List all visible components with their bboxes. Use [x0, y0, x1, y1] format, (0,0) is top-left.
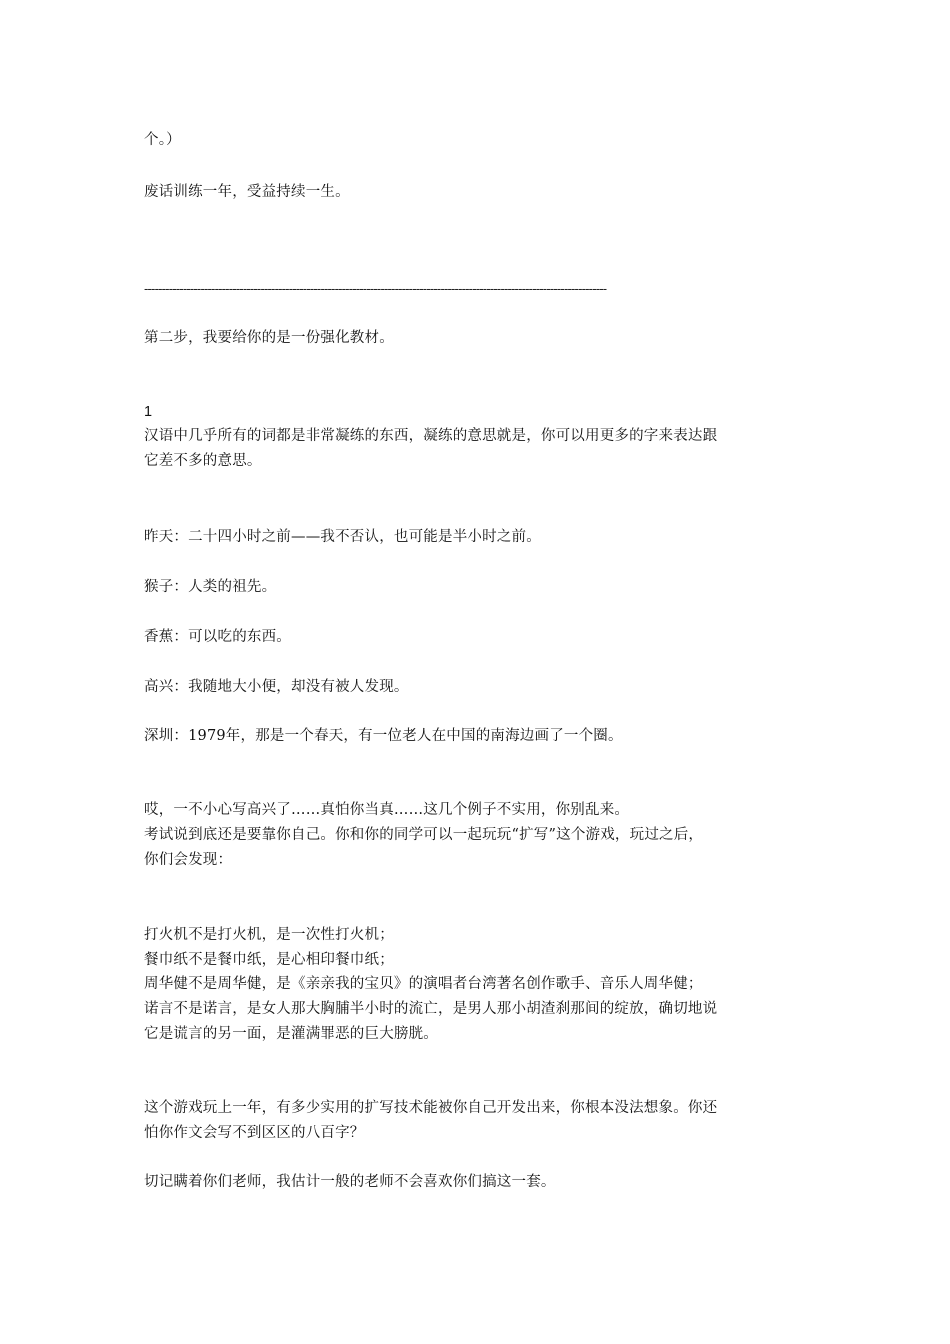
text-line: 餐巾纸不是餐巾纸，是心相印餐巾纸；: [144, 952, 394, 968]
text-line: 怕你作文会写不到区区的八百字？: [144, 1125, 365, 1141]
text-line: 诺言不是诺言，是女人那大胸脯半小时的流亡，是男人那小胡渣刹那间的绽放，确切地说: [144, 1001, 718, 1017]
text-line: 打火机不是打火机，是一次性打火机；: [144, 927, 394, 943]
text-line: 它差不多的意思。: [144, 453, 262, 469]
text-line: 昨天：二十四小时之前——我不否认，也可能是半小时之前。: [144, 529, 541, 545]
text-line: 考试说到底还是要靠你自己。你和你的同学可以一起玩玩“扩写”这个游戏，玩过之后，: [144, 827, 704, 843]
text-line: 香蕉：可以吃的东西。: [144, 629, 291, 645]
text-line: 高兴：我随地大小便，却没有被人发现。: [144, 679, 409, 695]
text-line: 周华健不是周华健，是《亲亲我的宝贝》的演唱者台湾著名创作歌手、音乐人周华健；: [144, 976, 703, 992]
text-line: 猴子：人类的祖先。: [144, 579, 277, 595]
text-line: 深圳：1979年，那是一个春天，有一位老人在中国的南海边画了一个圈。: [144, 728, 623, 744]
divider-line: -----------------------------------------------------------------------------------------------------------------------------------: [144, 281, 607, 296]
text-line: 你们会发现：: [144, 852, 233, 868]
text-line: 切记瞒着你们老师，我估计一般的老师不会喜欢你们搞这一套。: [144, 1174, 556, 1190]
section-number: 1: [144, 404, 153, 420]
text-line: 汉语中几乎所有的词都是非常凝练的东西，凝练的意思就是，你可以用更多的字来表达跟: [144, 428, 718, 444]
text-line: 哎，一不小心写高兴了……真怕你当真……这几个例子不实用，你别乱来。: [144, 802, 630, 818]
text-line: 它是谎言的另一面，是灌满罪恶的巨大膀胱。: [144, 1026, 438, 1042]
text-line: 个。）: [144, 132, 181, 148]
text-line: 第二步，我要给你的是一份强化教材。: [144, 330, 394, 346]
text-line: 废话训练一年，受益持续一生。: [144, 184, 350, 200]
text-line: 这个游戏玩上一年，有多少实用的扩写技术能被你自己开发出来，你根本没法想象。你还: [144, 1100, 718, 1116]
